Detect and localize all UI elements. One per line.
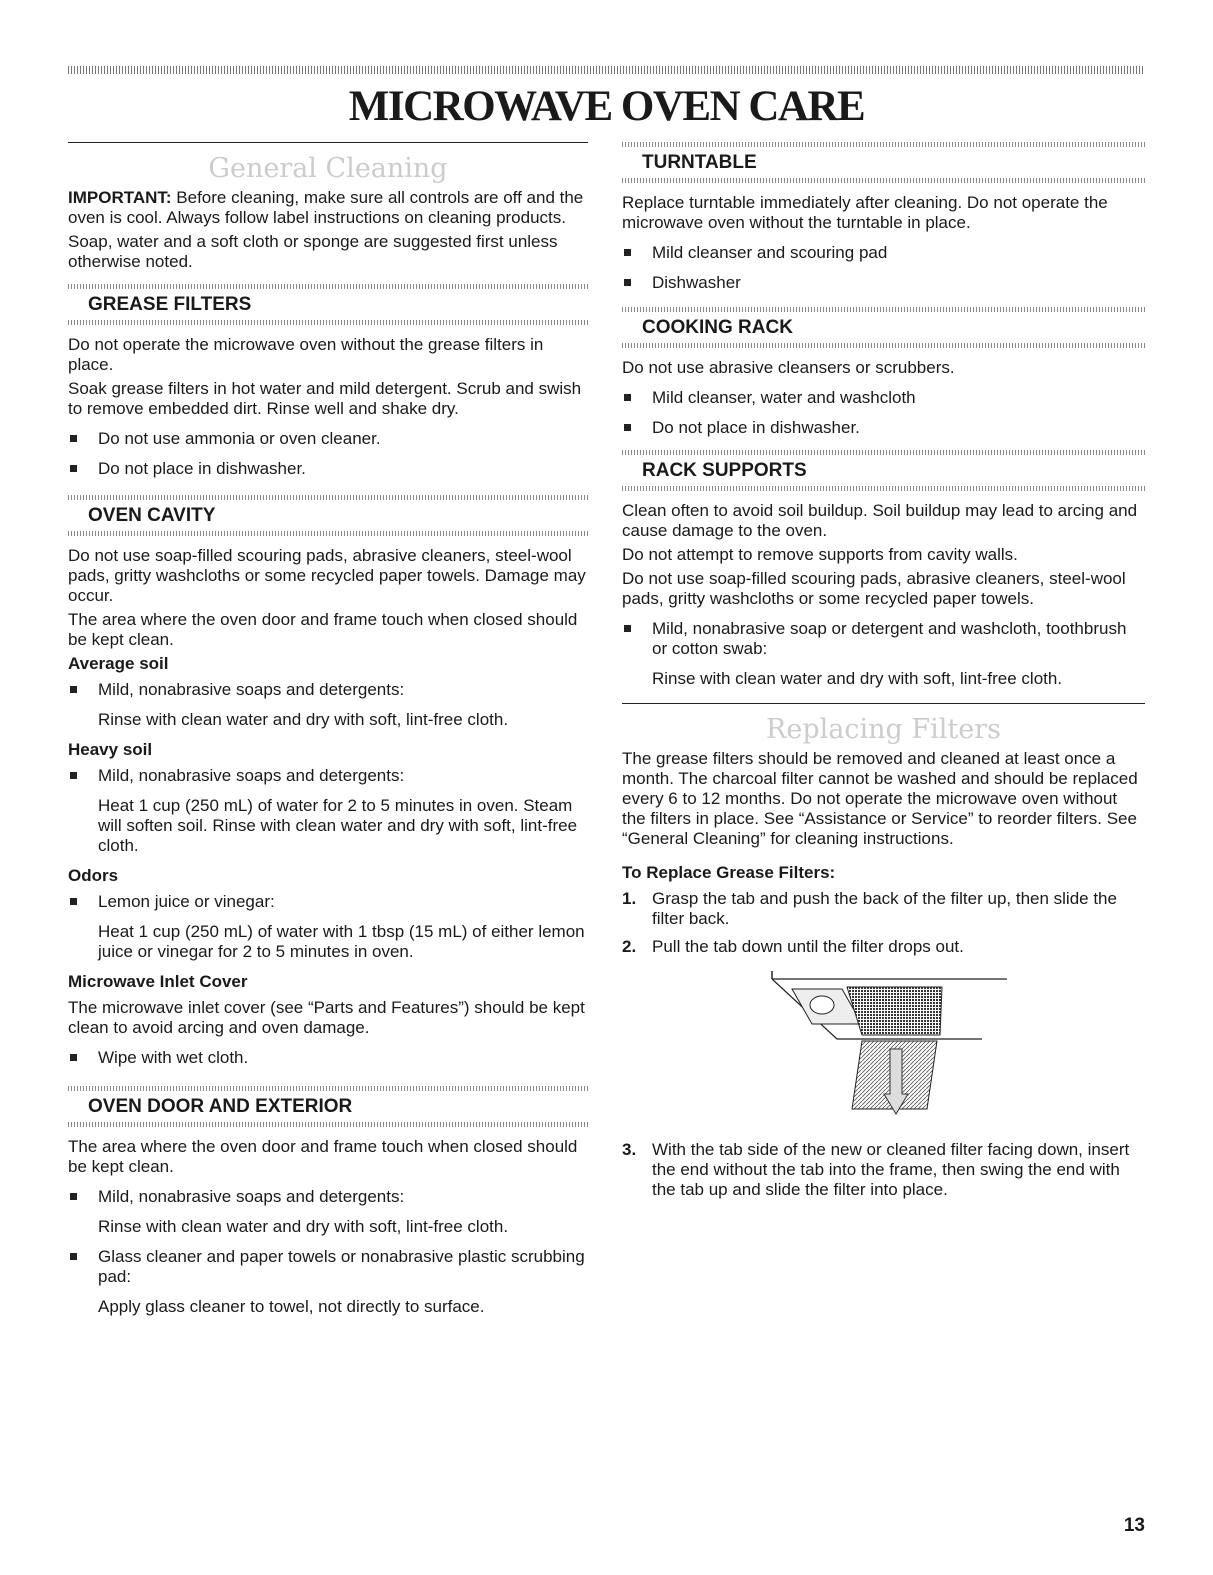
average-soil-list xyxy=(68,680,588,700)
door-exterior-text-2: Apply glass cleaner to towel, not directly to surface. xyxy=(98,1297,485,1316)
grease-filters-title: GREASE FILTERS xyxy=(88,294,252,315)
list-item: Mild, nonabrasive soaps and detergents: xyxy=(68,1187,588,1207)
general-intro: Soap, water and a soft cloth or sponge are suggested first unless otherwise noted. xyxy=(68,232,558,271)
page-number: 13 xyxy=(1123,1515,1145,1536)
rack-supports-title: RACK SUPPORTS xyxy=(642,460,807,481)
dotted-rule xyxy=(68,1122,588,1127)
rack-supports-band xyxy=(622,450,1145,491)
dotted-rule xyxy=(622,486,1145,491)
inlet-cover-list xyxy=(68,1048,588,1068)
dotted-rule xyxy=(68,531,588,536)
heavy-soil-list xyxy=(68,766,588,786)
list-item: Mild, nonabrasive soap or detergent and washcloth, toothbrush or cotton swab: xyxy=(622,619,1145,659)
list-item: Lemon juice or vinegar: xyxy=(68,892,588,912)
left-column xyxy=(68,142,588,1327)
dotted-rule xyxy=(622,178,1145,183)
step-number: 2. xyxy=(622,937,637,956)
heavy-soil-label: Heavy soil xyxy=(68,740,153,759)
odors-text: Heat 1 cup (250 mL) of water with 1 tbsp (15 mL) of either lemon juice or vinegar for 2 to 5 minutes in oven. xyxy=(98,922,585,961)
important-text: Before cleaning, make sure all controls are off and the oven is cool. Always follow label instructions on cleaning products. xyxy=(68,188,584,227)
inlet-cover-label: Microwave Inlet Cover xyxy=(68,972,248,991)
average-soil-label: Average soil xyxy=(68,654,169,673)
cooking-rack-p1: Do not use abrasive cleansers or scrubbers. xyxy=(622,358,955,377)
door-exterior-list-2 xyxy=(68,1247,588,1287)
step-number: 1. xyxy=(622,889,637,908)
replace-steps-list-continued xyxy=(622,1140,1145,1200)
turntable-p1: Replace turntable immediately after cleaning. Do not operate the microwave oven without the turntable in place. xyxy=(622,193,1108,232)
list-item: Mild, nonabrasive soaps and detergents: xyxy=(68,766,588,786)
step-text: Pull the tab down until the filter drops out. xyxy=(652,937,964,956)
list-item: Dishwasher xyxy=(622,273,1145,293)
top-decorative-bar xyxy=(68,66,1145,74)
general-cleaning-heading: General Cleaning xyxy=(208,153,448,184)
door-exterior-band xyxy=(68,1086,588,1127)
oven-cavity-title: OVEN CAVITY xyxy=(88,505,216,526)
step-text: With the tab side of the new or cleaned filter facing down, insert the end without the tab into the frame, then swing the end with the tab up and slide the filter into place. xyxy=(652,1140,1130,1199)
section-rule xyxy=(622,703,1145,704)
list-item: Mild cleanser, water and washcloth xyxy=(622,388,1145,408)
cooking-rack-title: COOKING RACK xyxy=(642,317,793,338)
heavy-soil-text: Heat 1 cup (250 mL) of water for 2 to 5 minutes in oven. Steam will soften soil. Rinse with clean water and dry with soft, lint-free cloth. xyxy=(98,796,578,855)
dotted-rule xyxy=(68,320,588,325)
rack-supports-p1: Clean often to avoid soil buildup. Soil buildup may lead to arcing and cause damage to the oven. xyxy=(622,501,1138,540)
odors-label: Odors xyxy=(68,866,119,885)
important-label: IMPORTANT: xyxy=(68,188,172,207)
cooking-rack-list xyxy=(622,388,1145,438)
oven-cavity-band xyxy=(68,495,588,536)
list-item: Wipe with wet cloth. xyxy=(68,1048,588,1068)
list-item: Do not use ammonia or oven cleaner. xyxy=(68,429,588,449)
oven-cavity-p2: The area where the oven door and frame touch when closed should be kept clean. xyxy=(68,610,578,649)
rack-supports-list xyxy=(622,619,1145,659)
list-item xyxy=(622,937,1145,957)
replace-steps-list xyxy=(622,889,1145,957)
grease-filters-list xyxy=(68,429,588,479)
turntable-band xyxy=(622,142,1145,183)
oven-cavity-p1: Do not use soap-filled scouring pads, abrasive cleaners, steel-wool pads, gritty washcloths or some recycled paper towels. Damage may occur. xyxy=(68,546,586,605)
right-column xyxy=(622,142,1145,1208)
door-exterior-p1: The area where the oven door and frame touch when closed should be kept clean. xyxy=(68,1137,578,1176)
cooking-rack-band xyxy=(622,307,1145,348)
rack-supports-p2: Do not attempt to remove supports from cavity walls. xyxy=(622,545,1018,564)
list-item: Glass cleaner and paper towels or nonabrasive plastic scrubbing pad: xyxy=(68,1247,588,1287)
turntable-title: TURNTABLE xyxy=(642,152,757,173)
list-item: Do not place in dishwasher. xyxy=(622,418,1145,438)
rack-supports-p3: Do not use soap-filled scouring pads, abrasive cleaners, steel-wool pads, gritty washcloths or some recycled paper towels. xyxy=(622,569,1126,608)
list-item: Mild cleanser and scouring pad xyxy=(622,243,1145,263)
step-text: Grasp the tab and push the back of the filter up, then slide the filter back. xyxy=(652,889,1117,928)
average-soil-text: Rinse with clean water and dry with soft, lint-free cloth. xyxy=(98,710,509,729)
rack-supports-text: Rinse with clean water and dry with soft, lint-free cloth. xyxy=(652,669,1063,688)
filter-removal-illustration xyxy=(762,969,1032,1119)
important-note xyxy=(68,188,588,228)
dotted-rule xyxy=(622,343,1145,348)
list-item xyxy=(622,889,1145,929)
inlet-cover-text: The microwave inlet cover (see “Parts and Features”) should be kept clean to avoid arcing and oven damage. xyxy=(68,998,585,1037)
turntable-list xyxy=(622,243,1145,293)
replacing-filters-p1: The grease filters should be removed and cleaned at least once a month. The charcoal filter cannot be washed and should be replaced every 6 to 12 months. Do not operate the microwave oven without the filters in place. See “Assistance or Service” to reorder filters. See “General Cleaning” for cleaning instructions. xyxy=(622,749,1138,848)
odors-list xyxy=(68,892,588,912)
list-item: Do not place in dishwasher. xyxy=(68,459,588,479)
door-exterior-title: OVEN DOOR AND EXTERIOR xyxy=(88,1096,353,1117)
grease-filters-p1: Do not operate the microwave oven without the grease filters in place. xyxy=(68,335,544,374)
grease-filters-band xyxy=(68,284,588,325)
section-rule xyxy=(68,142,588,143)
door-exterior-list-1 xyxy=(68,1187,588,1207)
list-item: Mild, nonabrasive soaps and detergents: xyxy=(68,680,588,700)
step-number: 3. xyxy=(622,1140,637,1159)
replacing-filters-heading: Replacing Filters xyxy=(766,714,1001,745)
replace-grease-filters-subheading: To Replace Grease Filters: xyxy=(622,863,836,882)
door-exterior-text-1: Rinse with clean water and dry with soft, lint-free cloth. xyxy=(98,1217,509,1236)
page-title: MICROWAVE OVEN CARE xyxy=(348,83,865,130)
list-item xyxy=(622,1140,1145,1200)
grease-filters-p2: Soak grease filters in hot water and mild detergent. Scrub and swish to remove embedded dirt. Rinse well and shake dry. xyxy=(68,379,582,418)
